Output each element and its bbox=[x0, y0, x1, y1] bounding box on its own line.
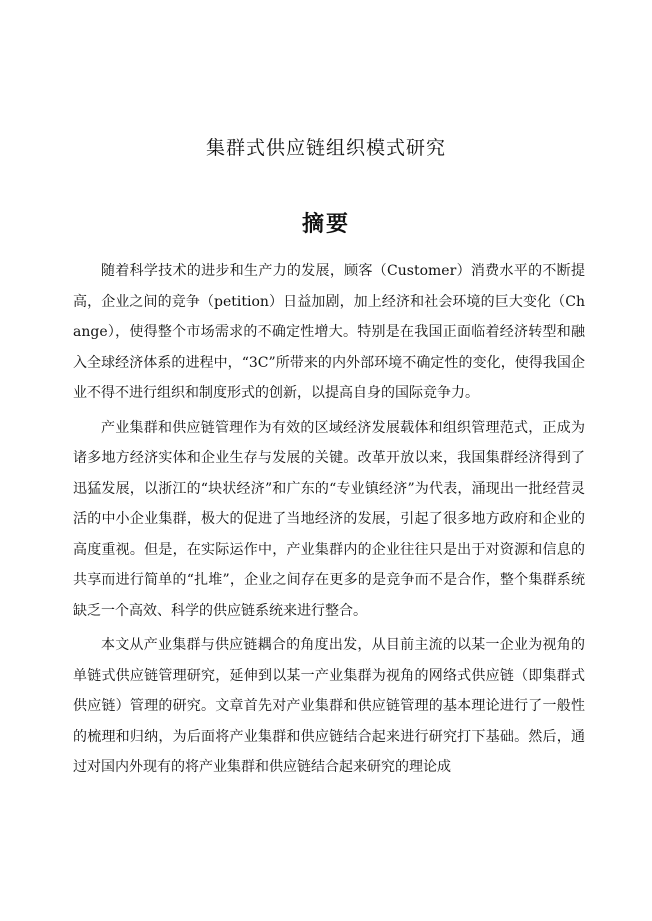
paragraph-3: 本文从产业集群与供应链耦合的角度出发，从目前主流的以某一企业为视角的单链式供应链管理研究，延伸到以某一产业集群为视角的网络式供应链（即集群式供应链）管理的研究。文章首先对产业集群和供应链管理的基本理论进行了一般性的梳理和归纳，为后面将产业集群和供应链结合起来进行研究打下基础。然后，通过对国内外现有的将产业集群和供应链结合起来研究的理论成 bbox=[73, 637, 585, 775]
abstract-heading: 摘要 bbox=[301, 211, 350, 237]
abstract-body bbox=[73, 256, 585, 787]
paragraph-1: 随着科学技术的进步和生产力的发展，顾客（Customer）消费水平的不断提高，企业之间的竞争（petition）日益加剧，加上经济和社会环境的巨大变化（Change），使得整个市场需求的不确定性增大。特别是在我国正面临着经济转型和融入全球经济体系的进程中，“3C”所带来的内外部环境不确定性的变化，使得我国企业不得不进行组织和制度形式的创新，以提高自身的国际竞争力。 bbox=[73, 263, 585, 401]
document-title: 集群式供应链组织模式研究 bbox=[205, 137, 446, 159]
paragraph-2: 产业集群和供应链管理作为有效的区域经济发展载体和组织管理范式，正成为诸多地方经济实体和企业生存与发展的关键。改革开放以来，我国集群经济得到了迅猛发展，以浙江的“块状经济”和广东的“专业镇经济”为代表，涌现出一批经营灵活的中小企业集群，极大的促进了当地经济的发展，引起了很多地方政府和企业的高度重视。但是，在实际运作中，产业集群内的企业往往只是出于对资源和信息的共享而进行简单的“扎堆”，企业之间存在更多的是竞争而不是合作，整个集群系统缺乏一个高效、科学的供应链系统来进行整合。 bbox=[73, 419, 585, 619]
